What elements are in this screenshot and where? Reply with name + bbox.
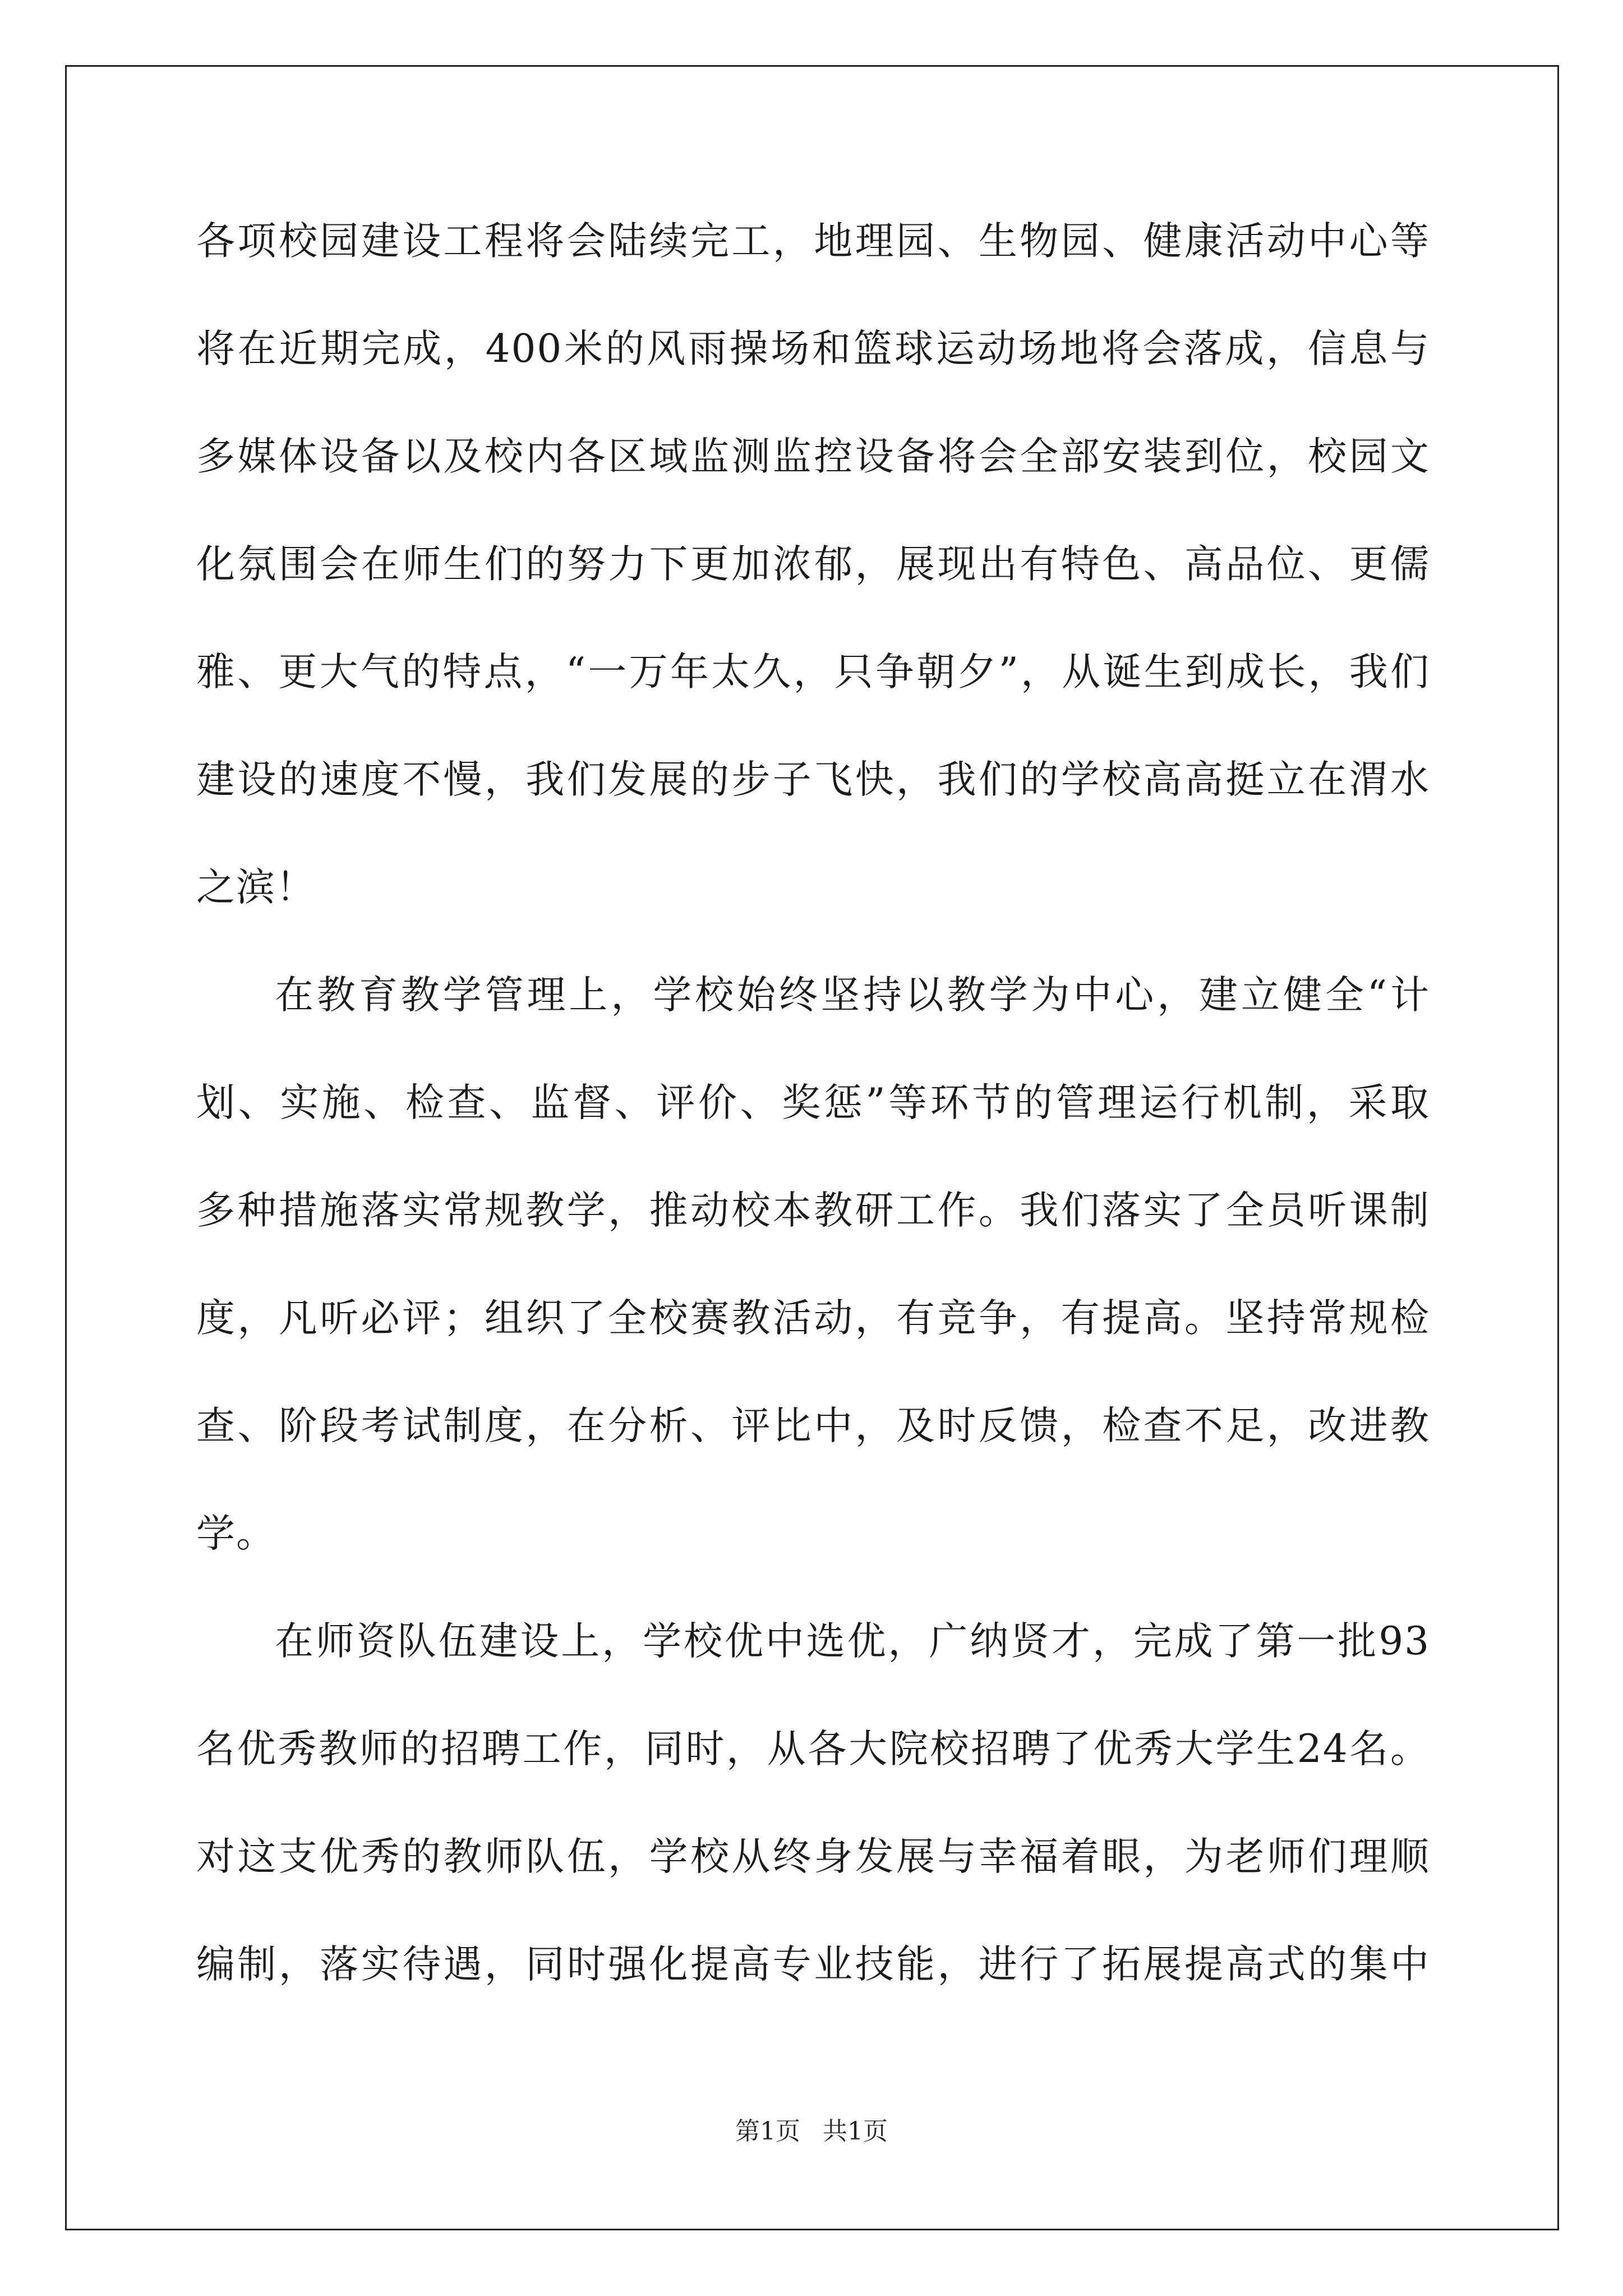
text-line: 学。 xyxy=(196,1511,276,1556)
text-line: 将在近期完成，400米的风雨操场和篮球运动场地将会落成，信息与 xyxy=(196,326,1430,371)
page-number: 第1页 xyxy=(735,2117,800,2146)
text-line: 划、实施、检查、监督、评价、奖惩”等环节的管理运行机制，采取 xyxy=(196,1080,1430,1125)
document-body xyxy=(196,219,1430,2050)
text-line: 查、阶段考试制度，在分析、评比中，及时反馈，检查不足，改进教 xyxy=(196,1404,1430,1448)
text-line: 多种措施落实常规教学，推动校本教研工作。我们落实了全员听课制 xyxy=(196,1188,1430,1233)
text-line: 名优秀教师的招聘工作，同时，从各大院校招聘了优秀大学生24名。 xyxy=(196,1727,1430,1772)
text-line: 对这支优秀的教师队伍，学校从终身发展与幸福着眼，为老师们理顺 xyxy=(196,1834,1430,1879)
text-line: 编制，落实待遇，同时强化提高专业技能，进行了拓展提高式的集中 xyxy=(196,1942,1430,1987)
text-line: 化氛围会在师生们的努力下更加浓郁，展现出有特色、高品位、更儒 xyxy=(196,542,1430,587)
text-line: 雅、更大气的特点，“一万年太久，只争朝夕”，从诞生到成长，我们 xyxy=(196,650,1430,694)
text-line: 度，凡听必评；组织了全校赛教活动，有竞争，有提高。坚持常规检 xyxy=(196,1296,1430,1341)
text-line: 在教育教学管理上，学校始终坚持以教学为中心，建立健全“计 xyxy=(275,973,1430,1018)
text-line: 建设的速度不慢，我们发展的步子飞快，我们的学校高高挺立在渭水 xyxy=(196,757,1430,802)
text-line: 之滨！ xyxy=(196,865,316,910)
text-line: 多媒体设备以及校内各区域监测监控设备将会全部安装到位，校园文 xyxy=(196,434,1430,479)
text-line: 各项校园建设工程将会陆续完工，地理园、生物园、健康活动中心等 xyxy=(196,219,1430,264)
page-total: 共1页 xyxy=(823,2117,888,2146)
page-footer xyxy=(0,2115,1623,2148)
text-line: 在师资队伍建设上，学校优中选优，广纳贤才，完成了第一批93 xyxy=(275,1619,1430,1664)
